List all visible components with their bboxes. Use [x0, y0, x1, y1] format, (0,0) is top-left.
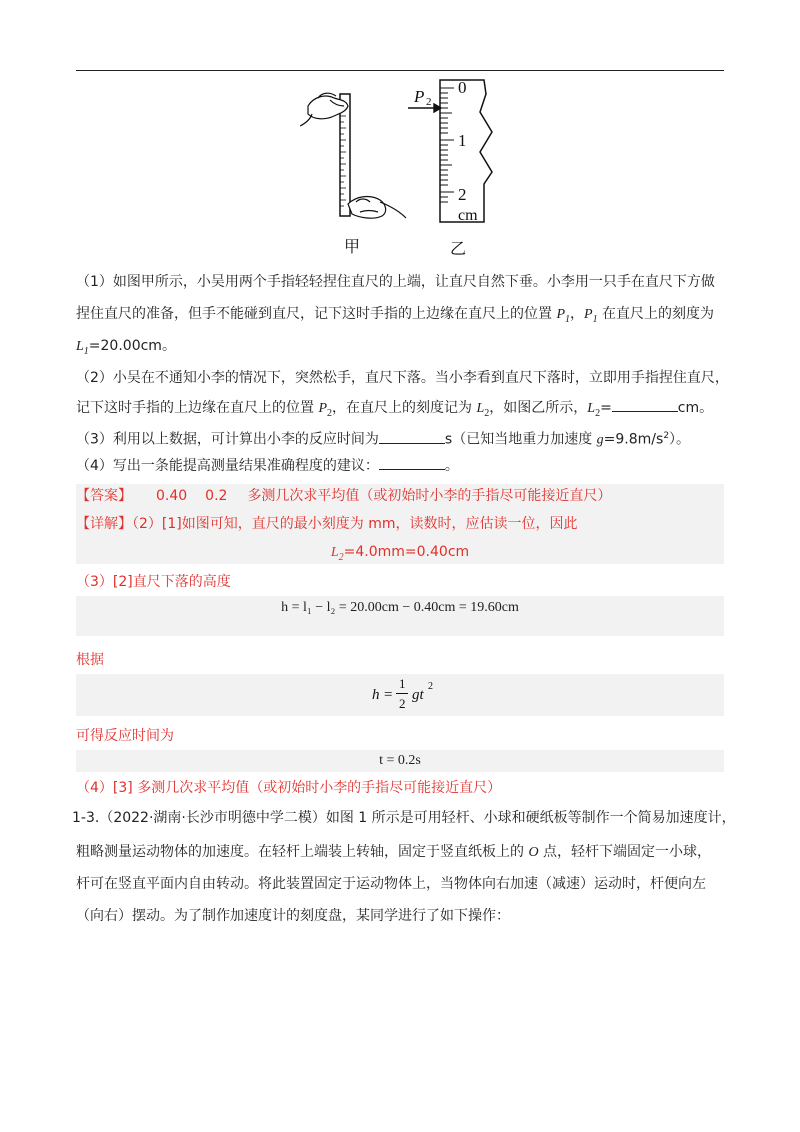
- q1-line-2: 捏住直尺的准备，但手不能碰到直尺，记下这时手指的上边缘在直尺上的位置 $P_1$，$P_1$ 在直尺上的刻度为: [76, 306, 715, 325]
- q4-line: （4）写出一条能提高测量结果准确程度的建议： 。: [76, 458, 459, 474]
- next-line-4: （向右）摆动。为了制作加速度计的刻度盘，某同学进行了如下操作：: [76, 908, 510, 924]
- root-text: 根据: [76, 652, 104, 668]
- step3-equation: h = l₁ − l₂ = 20.00cm − 0.40cm = 19.60cm: [281, 600, 519, 615]
- tick-label-1: 1: [458, 131, 467, 150]
- time-text: 可得反应时间为: [76, 728, 174, 744]
- next-line-3: 杆可在竖直平面内自由转动。将此装置固定于运动物体上，当物体向右加速（减速）运动时，杆便向左: [76, 876, 706, 892]
- q3-answer-blank: [379, 431, 445, 444]
- next-line-2: 粗略测量运动物体的加速度。在轻杆上端装上转轴，固定于竖直纸板上的 O 点，轻杆下端固定一小球，: [76, 844, 712, 860]
- q1-line-1: （1）如图甲所示，小吴用两个手指轻轻捏住直尺的上端，让直尺自然下垂。小李用一只手在直尺下方做: [76, 274, 715, 290]
- q2-line-1: （2）小吴在不通知小李的情况下，突然松手，直尺下落。当小李看到直尺下落时，立即用手指捏住直尺，: [76, 370, 729, 386]
- detail-equation: $L_2=4.0mm=0.40cm$: [330, 544, 470, 563]
- step3-text: （3）[2]直尺下落的高度: [76, 574, 231, 590]
- time-equation: t = 0.2s: [379, 753, 421, 768]
- figure-label-jia: 甲: [344, 237, 361, 256]
- p2-subscript: 2: [426, 96, 432, 108]
- q3-line: （3）利用以上数据，可计算出小李的反应时间为 s（已知当地重力加速度 $g=9.8m/s^2$）。: [76, 431, 691, 448]
- p2-label: P: [414, 87, 425, 106]
- header-rule: [76, 70, 724, 71]
- answer-line: 【答案】 0.40 0.2 多测几次求平均值（或初始时小李的手指尽可能接近直尺）: [76, 488, 612, 504]
- fraction-bar: [396, 693, 408, 694]
- ruler-figure-yi: [408, 76, 508, 226]
- next-line-1: 1-3.（2022·湖南·长沙市明德中学二模）如图 1 所示是可用轻杆、小球和硬纸板等制作一个简易加速度计，: [72, 810, 736, 826]
- unit-label: cm: [458, 207, 478, 224]
- step4-text: （4）[3] 多测几次求平均值（或初始时小李的手指尽可能接近直尺）: [76, 780, 502, 796]
- q1-line-3: $L_1=20.00cm$。: [76, 338, 176, 357]
- scale-ticks: [440, 88, 454, 202]
- detail-line: 【详解】（2）[1]如图可知，直尺的最小刻度为 mm，读数时，应估读一位，因此: [76, 516, 578, 532]
- ruler-figure-jia: [300, 84, 410, 220]
- figure-label-yi: 乙: [450, 239, 467, 258]
- q2-answer-blank: [612, 399, 678, 412]
- q2-line-2: 记下这时手指的上边缘在直尺上的位置 $P_2$，在直尺上的刻度记为 $L_2$，如图乙所示，$L_2=$ cm。: [76, 400, 714, 419]
- q4-answer-blank: [379, 457, 445, 470]
- p2-pointer-arrow: [408, 104, 441, 112]
- bottom-hand: [348, 197, 406, 219]
- tick-label-2: 2: [458, 185, 467, 204]
- tick-label-0: 0: [458, 78, 467, 97]
